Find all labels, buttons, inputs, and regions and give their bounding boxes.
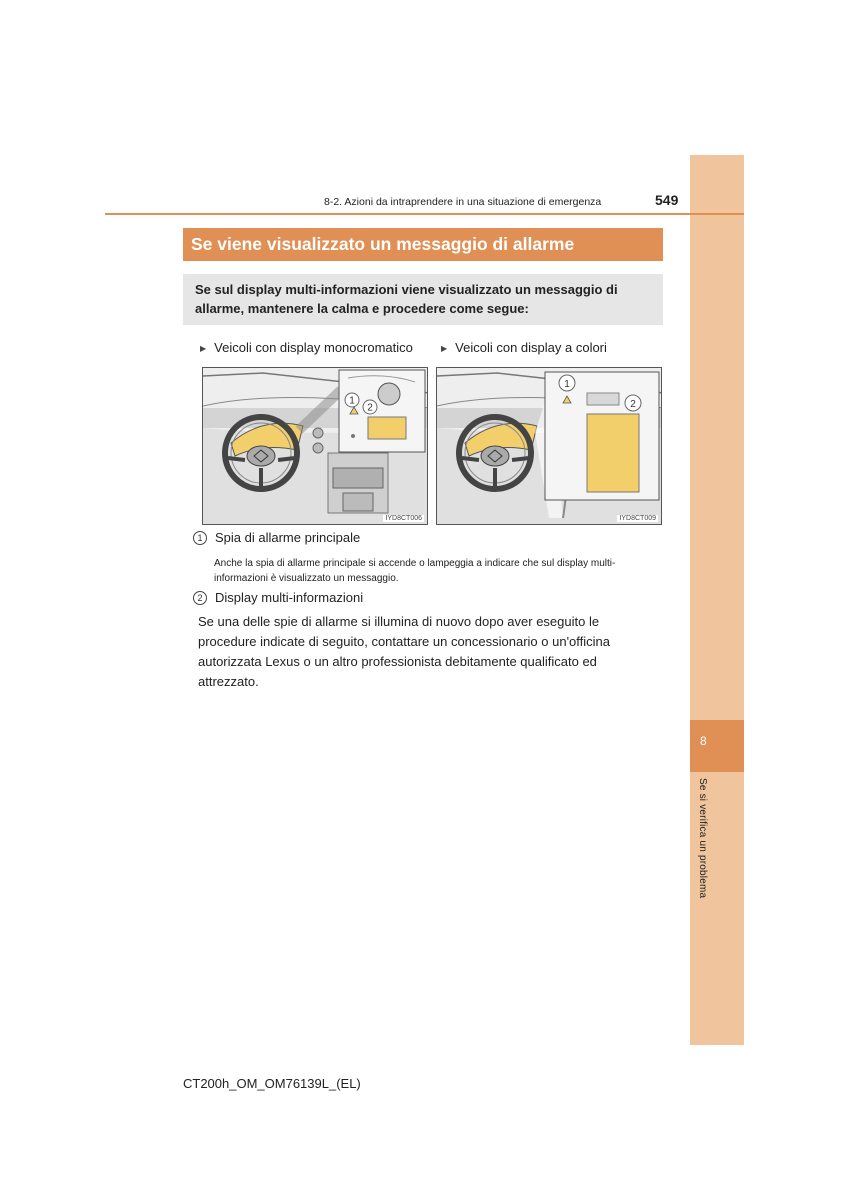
legend-item-2 <box>193 590 363 605</box>
dashboard-illustration <box>203 368 428 525</box>
arrow-right-icon: ▶ <box>441 344 448 353</box>
figure-monochrome <box>202 367 428 525</box>
intro-box: Se sul display multi-informazioni viene visualizzato un messaggio di allarme, mantenere la calma e procedere come segue: <box>183 274 663 325</box>
body-paragraph: Se una delle spie di allarme si illumina di nuovo dopo aver eseguito le procedure indicate di seguito, contattare un concessionario o un'officina autorizzata Lexus o un altro professionista debitamente qualificato ed attrezzato. <box>198 614 611 689</box>
caption-text: Veicoli con display a colori <box>455 340 607 355</box>
callout-1: 1 <box>349 395 355 407</box>
number-circle: 2 <box>193 591 207 605</box>
callout-2: 2 <box>630 399 636 410</box>
callout-1: 1 <box>564 379 570 390</box>
side-tab <box>690 155 744 1045</box>
callout-2: 2 <box>367 402 373 414</box>
figure-code: IYD8CT006 <box>385 515 422 522</box>
caption-text: Veicoli con display monocromatico <box>214 340 413 355</box>
dashboard-illustration <box>437 368 662 525</box>
legend-note: Anche la spia di allarme principale si accende o lampeggia a indicare che sul display multi-informazioni è visualizzato un messaggio. <box>214 558 616 584</box>
figure-color <box>436 367 662 525</box>
chapter-tab <box>690 720 744 772</box>
figure-code: IYD8CT009 <box>619 515 656 522</box>
legend-label: Spia di allarme principale <box>215 530 361 545</box>
header-rule <box>105 213 744 215</box>
chapter-number: 8 <box>700 734 707 748</box>
page-number: 549 <box>655 192 679 208</box>
legend-label: Display multi-informazioni <box>215 590 364 605</box>
chapter-label: Se si verifica un problema <box>697 778 708 899</box>
legend-item-1 <box>193 530 360 545</box>
caption-monochrome <box>200 340 413 355</box>
number-circle: 1 <box>193 531 207 545</box>
arrow-right-icon: ▶ <box>200 344 207 353</box>
section-title: Se viene visualizzato un messaggio di allarme <box>183 228 663 261</box>
section-header: 8-2. Azioni da intraprendere in una situazione di emergenza <box>324 196 602 208</box>
footer-code: CT200h_OM_OM76139L_(EL) <box>183 1076 361 1091</box>
caption-color <box>441 340 607 355</box>
